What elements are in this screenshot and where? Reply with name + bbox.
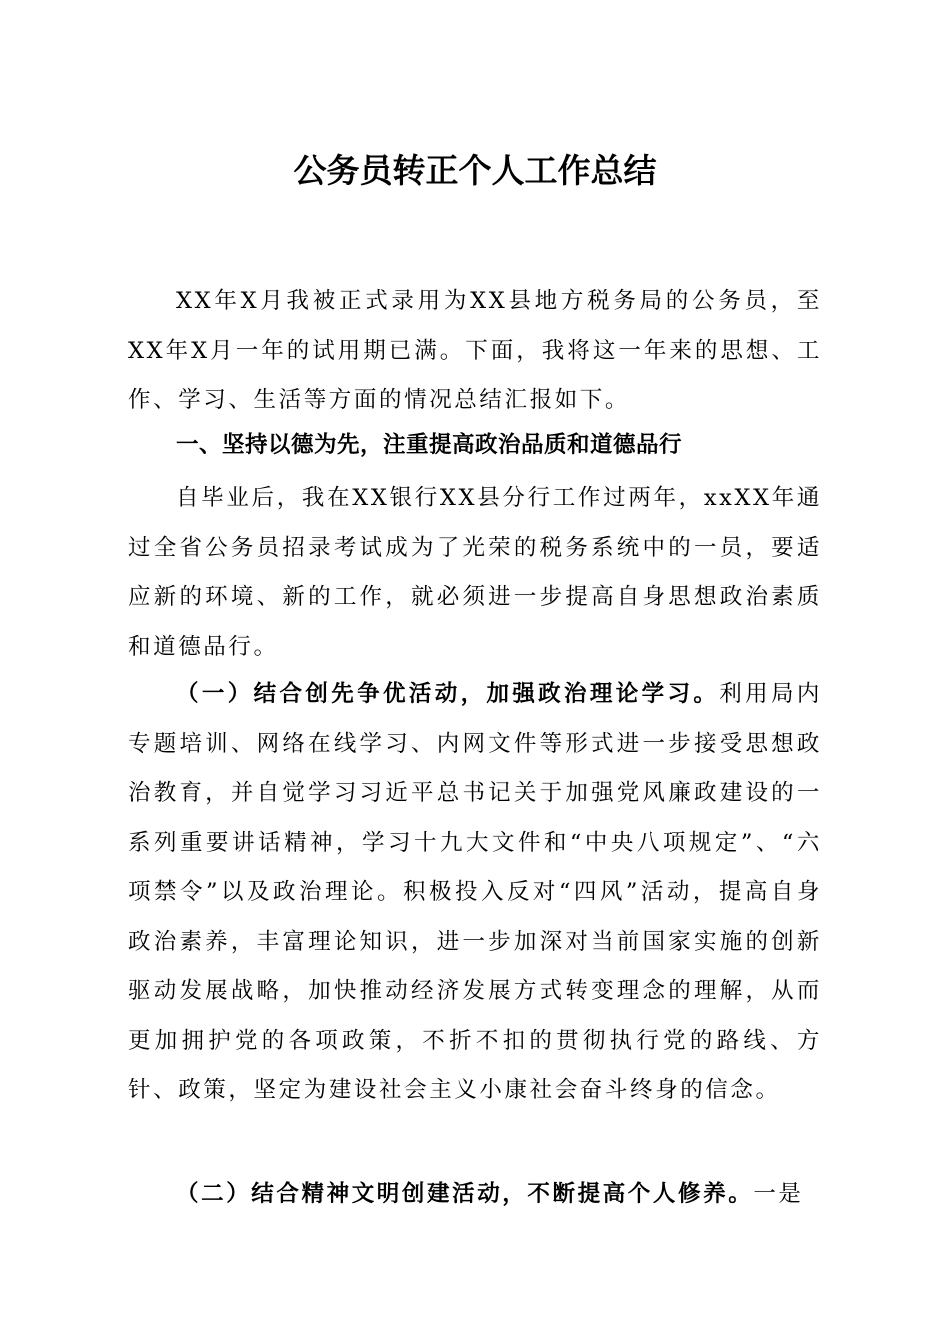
subsection-1-lead: （一）结合创先争优活动，加强政治理论学习。 bbox=[176, 681, 720, 707]
document-title: 公务员转正个人工作总结 bbox=[293, 151, 657, 190]
intro-paragraph: XX年X月我被正式录用为XX县地方税务局的公务员，至XX年X月一年的试用期已满。下面，我将这一年来的思想、工作、学习、生活等方面的情况总结汇报如下。 bbox=[128, 288, 822, 413]
subsection-2-lead: （二）结合精神文明创建活动，不断提高个人修养。 bbox=[176, 1181, 754, 1207]
section1-intro-paragraph: 自毕业后，我在XX银行XX县分行工作过两年，xxXX年通过全省公务员招录考试成为了光荣的税务系统中的一员，要适应新的环境、新的工作，就必须进一步提高自身思想政治素质和道德品行。 bbox=[128, 485, 822, 660]
subsection-2-text: 一是 bbox=[753, 1181, 804, 1207]
section-heading-1: 一、坚持以德为先，注重提高政治品质和道德品行 bbox=[176, 432, 683, 458]
subsection-1-paragraph bbox=[128, 670, 822, 1116]
subsection-1-text: 利用局内专题培训、网络在线学习、内网文件等形式进一步接受思想政治教育，并自觉学习习近平总书记关于加强党风廉政建设的一系列重要讲话精神，学习十九大文件和“中央八项规定”、“六项禁令”以及政治理论。积极投入反对“四风”活动，提高自身政治素养，丰富理论知识，进一步加深对当前国家实施的创新驱动发展战略，加快推动经济发展方式转变理念的理解，从而更加拥护党的各项政策，不折不扣的贯彻执行党的路线、方针、政策，坚定为建设社会主义小康社会奋斗终身的信念。 bbox=[128, 681, 822, 1103]
subsection-2-paragraph bbox=[128, 1170, 822, 1220]
